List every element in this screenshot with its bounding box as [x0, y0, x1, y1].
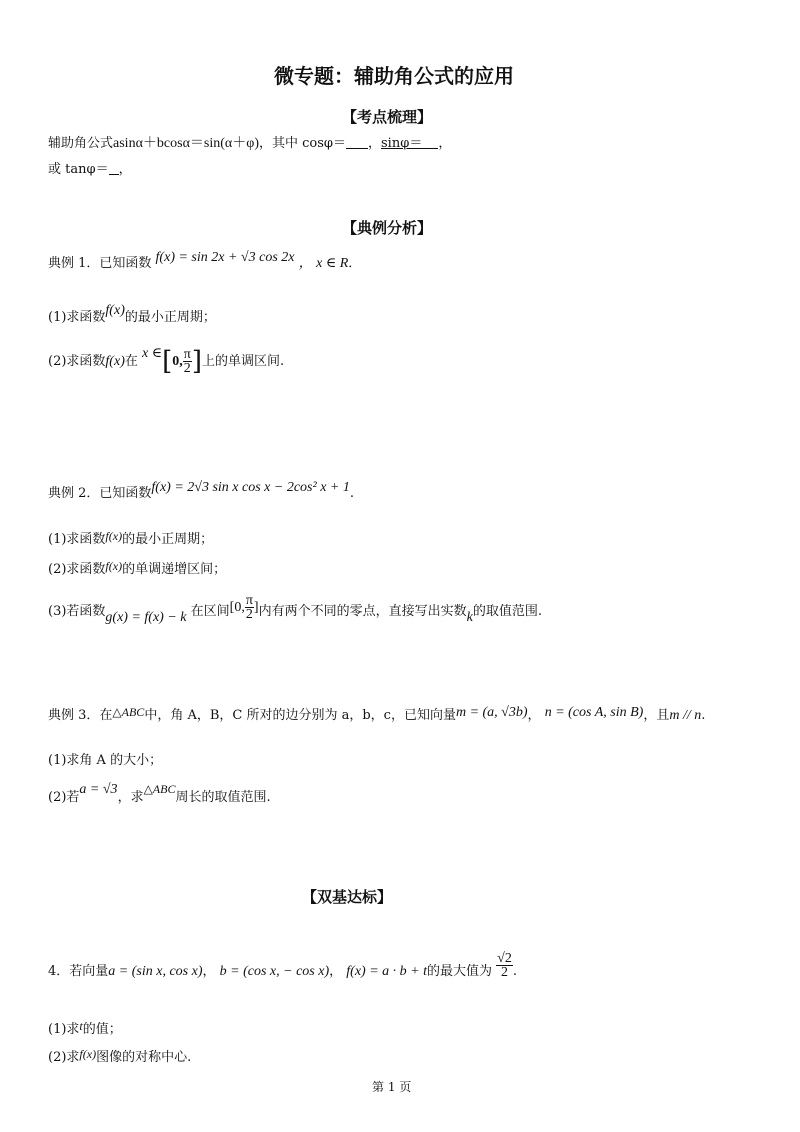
ex2-q3-prefix: (3)若函数 — [48, 604, 106, 619]
vector-b: b = (cos x, − cos x) — [219, 964, 330, 979]
kaodian-prefix: 辅助角公式 — [48, 136, 114, 151]
left-bracket: [ — [162, 346, 173, 377]
example-2-label: 典例 2．已知函数 — [48, 486, 152, 501]
ex2-q1-fx: f(x) — [105, 529, 123, 543]
kaodian-comma-1: ， — [368, 136, 382, 151]
q2-fx: f(x) — [105, 354, 125, 369]
section-heading-kaodian: 【考点梳理】 — [342, 108, 433, 126]
ex3-q2-mid: ，求 — [117, 790, 144, 805]
example-3-mid: 中，角 A，B，C 所对的边分别为 a，b，c，已知向量 — [144, 708, 456, 723]
m-parallel-n: m // n — [669, 708, 702, 723]
ex2-q3-gx: g(x) = f(x) − k — [105, 610, 187, 625]
kaodian-comma-3: ， — [118, 162, 132, 177]
problem-4-q2 — [48, 1048, 191, 1067]
example-1-domain: ， x ∈ R — [298, 256, 349, 271]
ex2-q1-suffix: 的最小正周期； — [122, 532, 214, 547]
interval-two: 2 — [245, 607, 253, 622]
interval-open: [0, — [229, 600, 245, 615]
example-3-stem — [48, 706, 705, 725]
example-1-stem — [48, 250, 362, 273]
example-2-period: . — [349, 486, 355, 501]
p4-q2-fx: f(x) — [79, 1047, 97, 1061]
ex2-q3-end: 的取值范围. — [472, 604, 542, 619]
q1-prefix: (1)求函数 — [48, 310, 106, 325]
p4-q1-t: t — [79, 1019, 83, 1033]
example-1-label: 典例 1．已知函数 — [48, 256, 152, 271]
example-1-q1 — [48, 303, 216, 327]
p4-comma-2: ， — [329, 964, 343, 979]
page-number: 第 1 页 — [372, 1080, 412, 1094]
a-equals-sqrt3: a = √3 — [79, 782, 118, 797]
p4-q2-prefix: (2)求 — [48, 1050, 80, 1065]
max-value-fraction — [496, 952, 513, 979]
ex2-q3-k: k — [466, 610, 473, 625]
ex3-q2-suffix: 周长的取值范围. — [175, 790, 271, 805]
ex3-end: . — [701, 708, 706, 723]
interval-pi: π — [245, 593, 253, 608]
ex3-q2-triangle: △ABC — [143, 782, 176, 796]
q2-in: 在 — [124, 354, 138, 369]
p4-q1-suffix: 的值； — [82, 1022, 122, 1037]
vector-n: n = (cos A, sin B) — [544, 705, 644, 720]
example-2-stem — [48, 480, 355, 503]
vector-a: a = (sin x, cos x) — [108, 964, 203, 979]
sin-phi-label: sinφ＝ — [381, 136, 423, 151]
kaodian-line-2 — [48, 160, 132, 179]
q2-prefix: (2)求函数 — [48, 354, 106, 369]
section-heading-shuangji: 【双基达标】 — [302, 888, 393, 906]
example-3-q2 — [48, 782, 271, 807]
ex2-q2-prefix: (2)求函数 — [48, 562, 106, 577]
q2-suffix: 上的单调区间. — [201, 354, 285, 369]
p4-q2-suffix: 图像的对称中心. — [96, 1050, 192, 1065]
max-denominator: 2 — [501, 965, 508, 980]
triangle-abc: △ABC — [112, 705, 145, 719]
q1-suffix: 的最小正周期； — [124, 310, 216, 325]
kaodian-comma-2: ， — [438, 136, 452, 151]
interval-pi-over-2 — [245, 594, 254, 621]
ex2-q3-post: 内有两个不同的零点，直接写出实数 — [258, 604, 467, 619]
example-1-period: ． — [348, 256, 362, 271]
problem-4-q1 — [48, 1020, 122, 1039]
example-1-function: f(x) = sin 2x + √3 cos 2x — [155, 250, 295, 265]
vector-m: m = (a, √3b) — [455, 705, 528, 720]
p4-q1-prefix: (1)求 — [48, 1022, 80, 1037]
p4-end: . — [512, 964, 517, 979]
ex3-comma: ， — [527, 708, 541, 723]
p4-comma-1: ， — [202, 964, 216, 979]
example-1-q2 — [48, 348, 284, 375]
ex3-q2-prefix: (2)若 — [48, 790, 80, 805]
pi-numerator: π — [183, 347, 191, 362]
ex2-q1-prefix: (1)求函数 — [48, 532, 106, 547]
tan-phi-blank[interactable] — [109, 160, 119, 175]
example-3-q1: (1)求角 A 的大小； — [48, 753, 163, 768]
example-2-q2 — [48, 560, 226, 579]
q1-fx: f(x) — [105, 303, 125, 318]
ex2-q2-suffix: 的单调递增区间； — [122, 562, 227, 577]
tan-phi-label: 或 tanφ＝ — [48, 162, 109, 177]
problem-4-label: 4．若向量 — [48, 964, 109, 979]
section-heading-dianli: 【典例分析】 — [342, 219, 433, 237]
p4-mid: 的最大值为 — [427, 964, 493, 979]
ex2-q2-fx: f(x) — [105, 559, 123, 573]
interval-close: ] — [253, 600, 259, 615]
two-denominator: 2 — [183, 361, 191, 376]
page-title: 微专题：辅助角公式的应用 — [274, 64, 514, 88]
cos-phi-blank[interactable] — [346, 134, 368, 149]
p4-function: f(x) = a · b + t — [346, 964, 427, 979]
example-2-q3 — [48, 593, 542, 625]
kaodian-mid: ，其中 cosφ＝ — [258, 136, 346, 151]
q2-zero: 0, — [172, 354, 183, 369]
problem-4-stem — [48, 951, 517, 985]
aux-angle-formula: asinα＋bcosα＝sin(α＋φ) — [113, 136, 259, 151]
kaodian-line-1 — [48, 134, 451, 153]
q2-x-in: x ∈ — [142, 346, 163, 361]
sin-phi-blank[interactable] — [422, 134, 438, 149]
example-3-label: 典例 3．在 — [48, 708, 113, 723]
example-2-q1 — [48, 530, 213, 549]
max-numerator: √2 — [497, 951, 512, 966]
right-bracket: ] — [191, 346, 202, 377]
pi-over-2 — [183, 348, 192, 375]
example-2-function: f(x) = 2√3 sin x cos x − 2cos² x + 1 — [151, 480, 350, 495]
ex3-and: ，且 — [643, 708, 670, 723]
ex2-q3-mid: 在区间 — [190, 604, 230, 619]
